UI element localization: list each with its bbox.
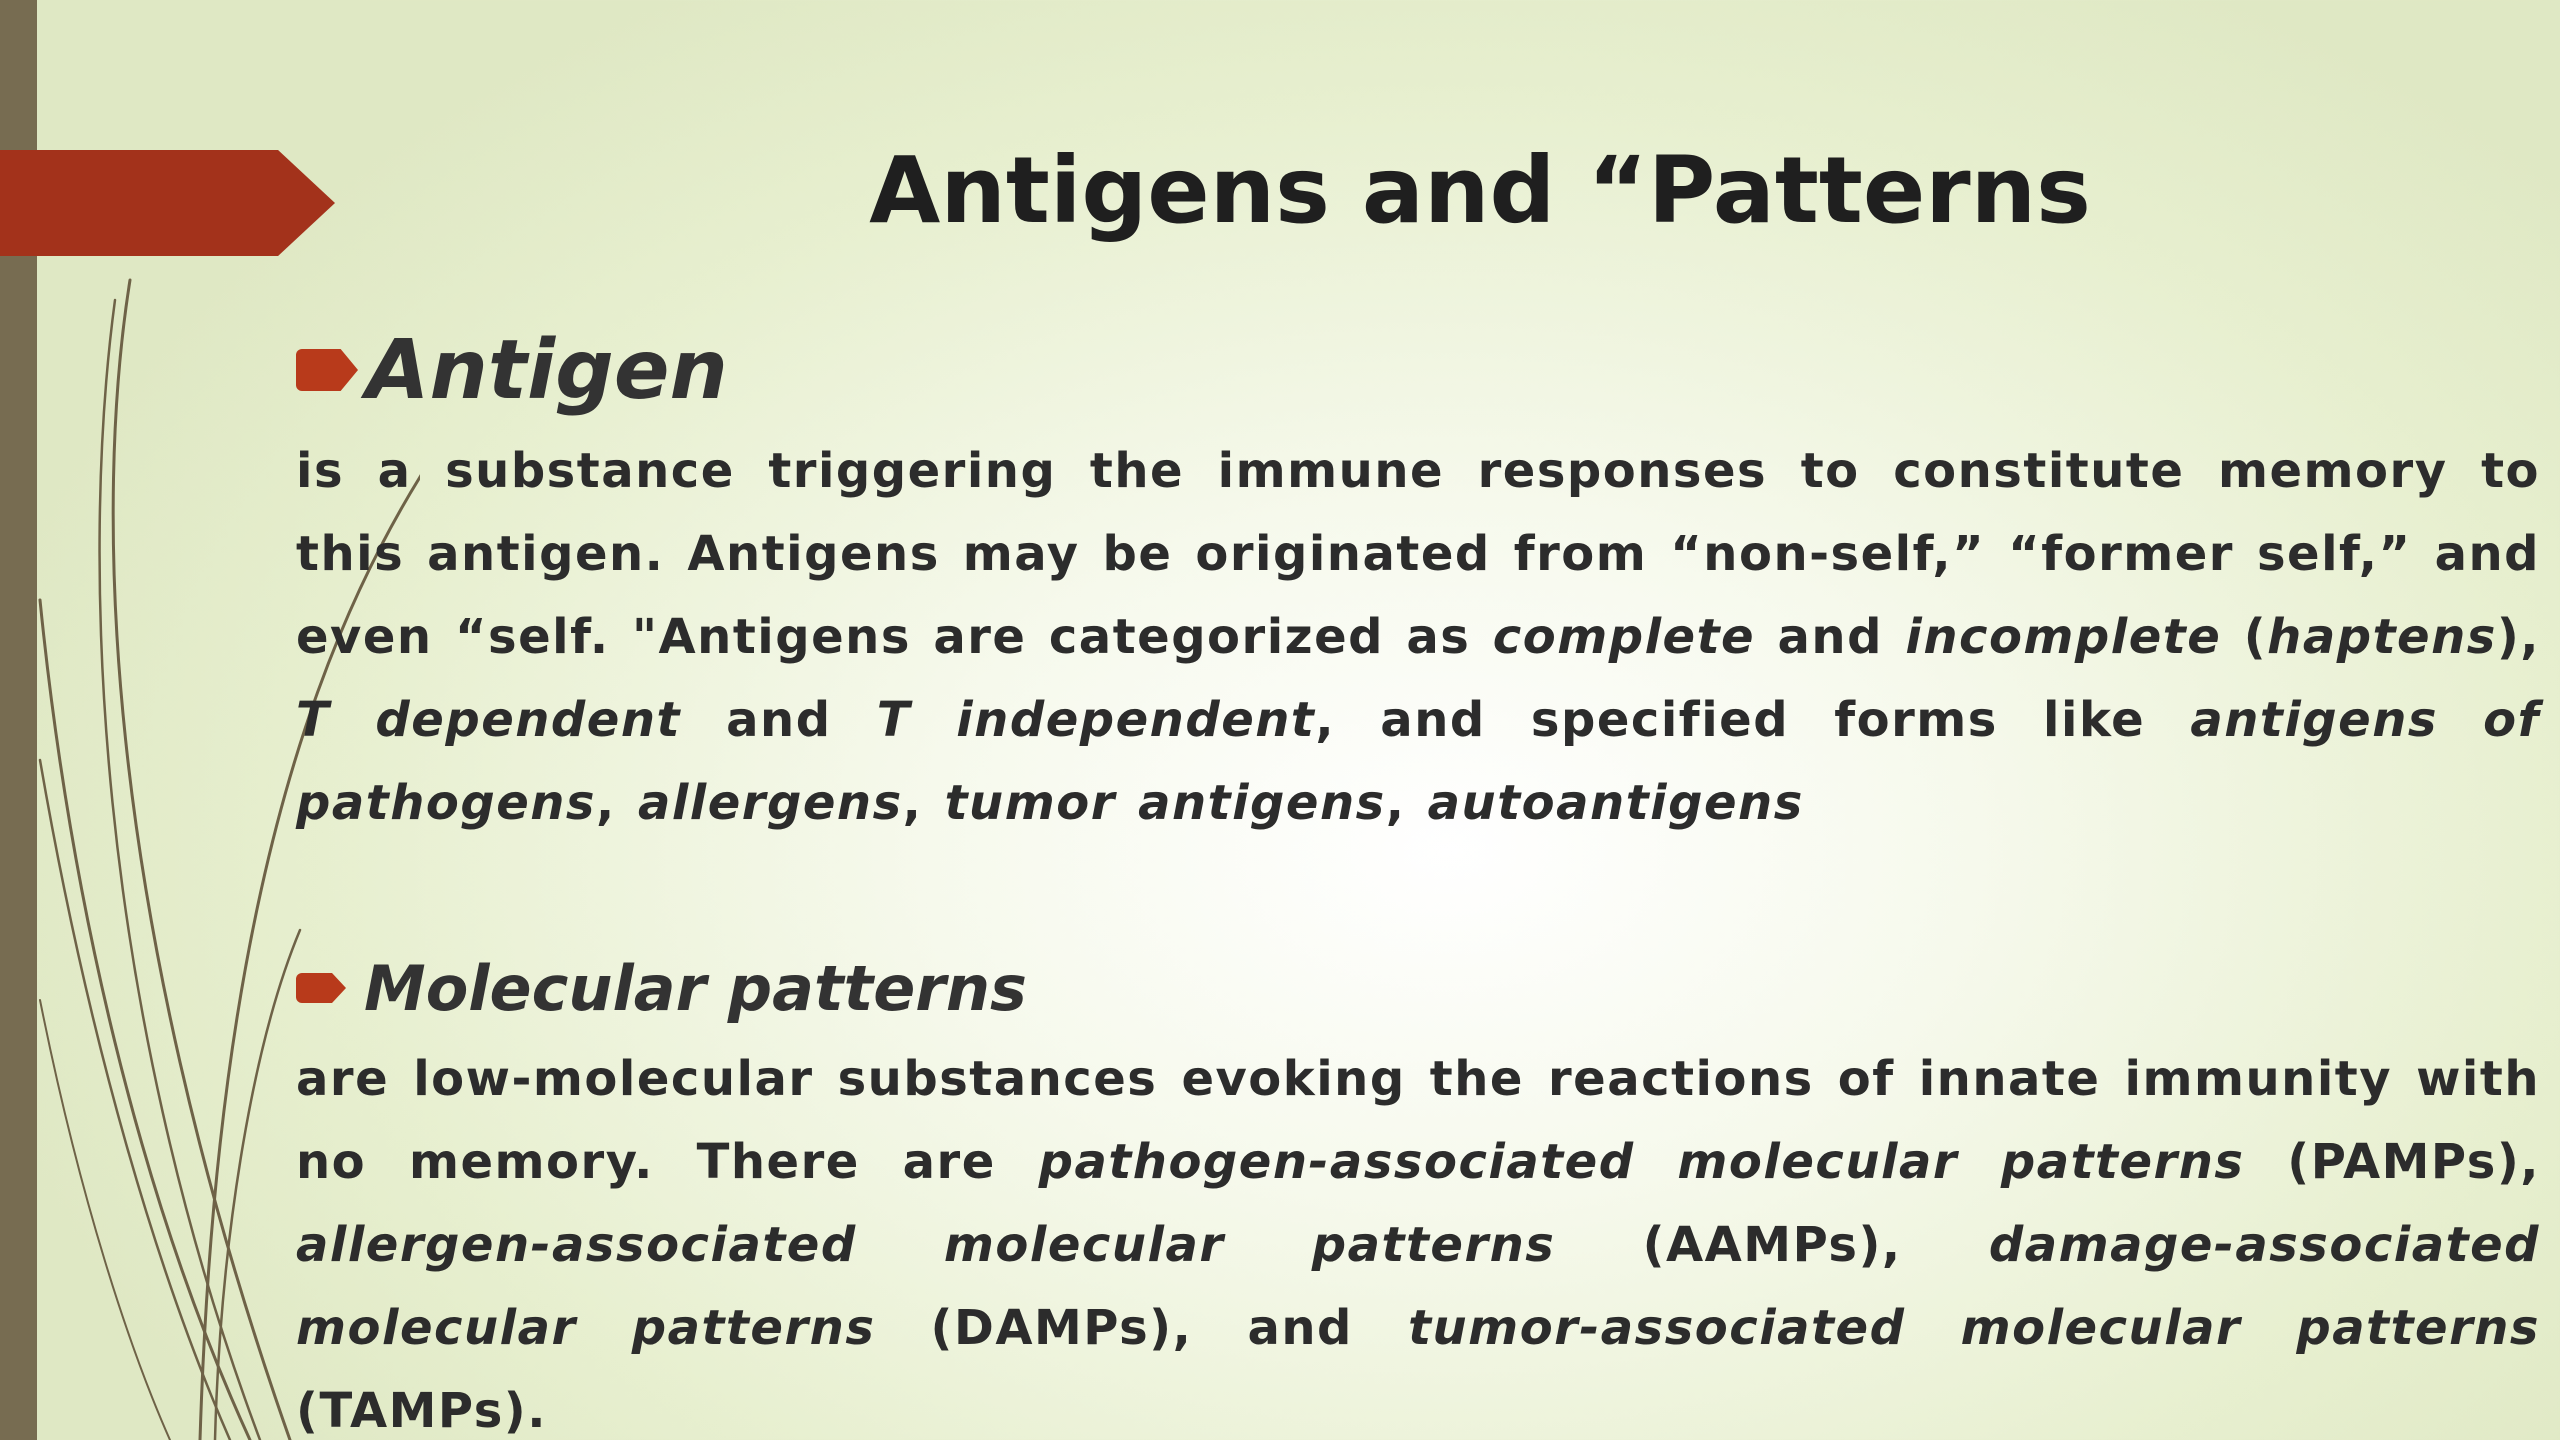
molecular-patterns-heading-text: Molecular patterns	[364, 951, 1027, 1025]
italic-term: tumor-associated molecular patterns	[1408, 1300, 2540, 1356]
molecular-patterns-heading	[296, 940, 2540, 1036]
italic-term: allergen-associated molecular patterns	[296, 1217, 1556, 1273]
antigen-heading	[296, 310, 2540, 430]
text-run: is a substance triggering the immune responses to constitute memory to this antigen. Antigens may be originated from “non-self,” “former self,” and even “self. "Antigens are categorized as	[296, 443, 2540, 665]
molecular-patterns-section	[296, 940, 2540, 1440]
arrow-bullet-icon	[296, 973, 346, 1003]
italic-term: antigens of pathogens	[296, 692, 2541, 831]
italic-term: tumor antigens	[944, 775, 1386, 831]
title-accent-arrow	[0, 150, 335, 256]
text-run: , and specified forms like	[1315, 692, 2191, 748]
text-run: ),	[2496, 609, 2540, 665]
text-run: are low-molecular substances evoking the reactions of innate immunity with no memory. There are	[296, 1051, 2540, 1190]
italic-term: pathogen-associated molecular patterns	[1038, 1134, 2245, 1190]
italic-term: damage-associated molecular patterns	[296, 1217, 2540, 1356]
text-run: and	[1755, 609, 1906, 665]
text-run: ,	[1385, 775, 1428, 831]
antigen-paragraph	[296, 430, 2540, 845]
text-run: (TAMPs).	[296, 1383, 547, 1439]
antigen-section	[296, 310, 2540, 845]
text-run: (PAMPs),	[2244, 1134, 2541, 1190]
italic-term: haptens	[2267, 609, 2497, 665]
italic-term: allergens	[637, 775, 903, 831]
text-run: (DAMPs), and	[875, 1300, 1409, 1356]
molecular-patterns-paragraph	[296, 1038, 2540, 1440]
text-run: ,	[596, 775, 638, 831]
italic-term: autoantigens	[1427, 775, 1804, 831]
slide-title: Antigens and “Patterns	[869, 137, 2091, 244]
italic-term: T dependent	[296, 692, 681, 748]
text-run: (	[2221, 609, 2268, 665]
text-run: (AAMPs),	[1555, 1217, 1989, 1273]
antigen-heading-text: Antigen	[366, 322, 728, 418]
italic-term: T independent	[876, 692, 1316, 748]
italic-term: complete	[1492, 609, 1756, 665]
text-run: ,	[902, 775, 945, 831]
italic-term: incomplete	[1905, 609, 2222, 665]
text-run: and	[680, 692, 877, 748]
arrow-bullet-icon	[296, 349, 358, 391]
